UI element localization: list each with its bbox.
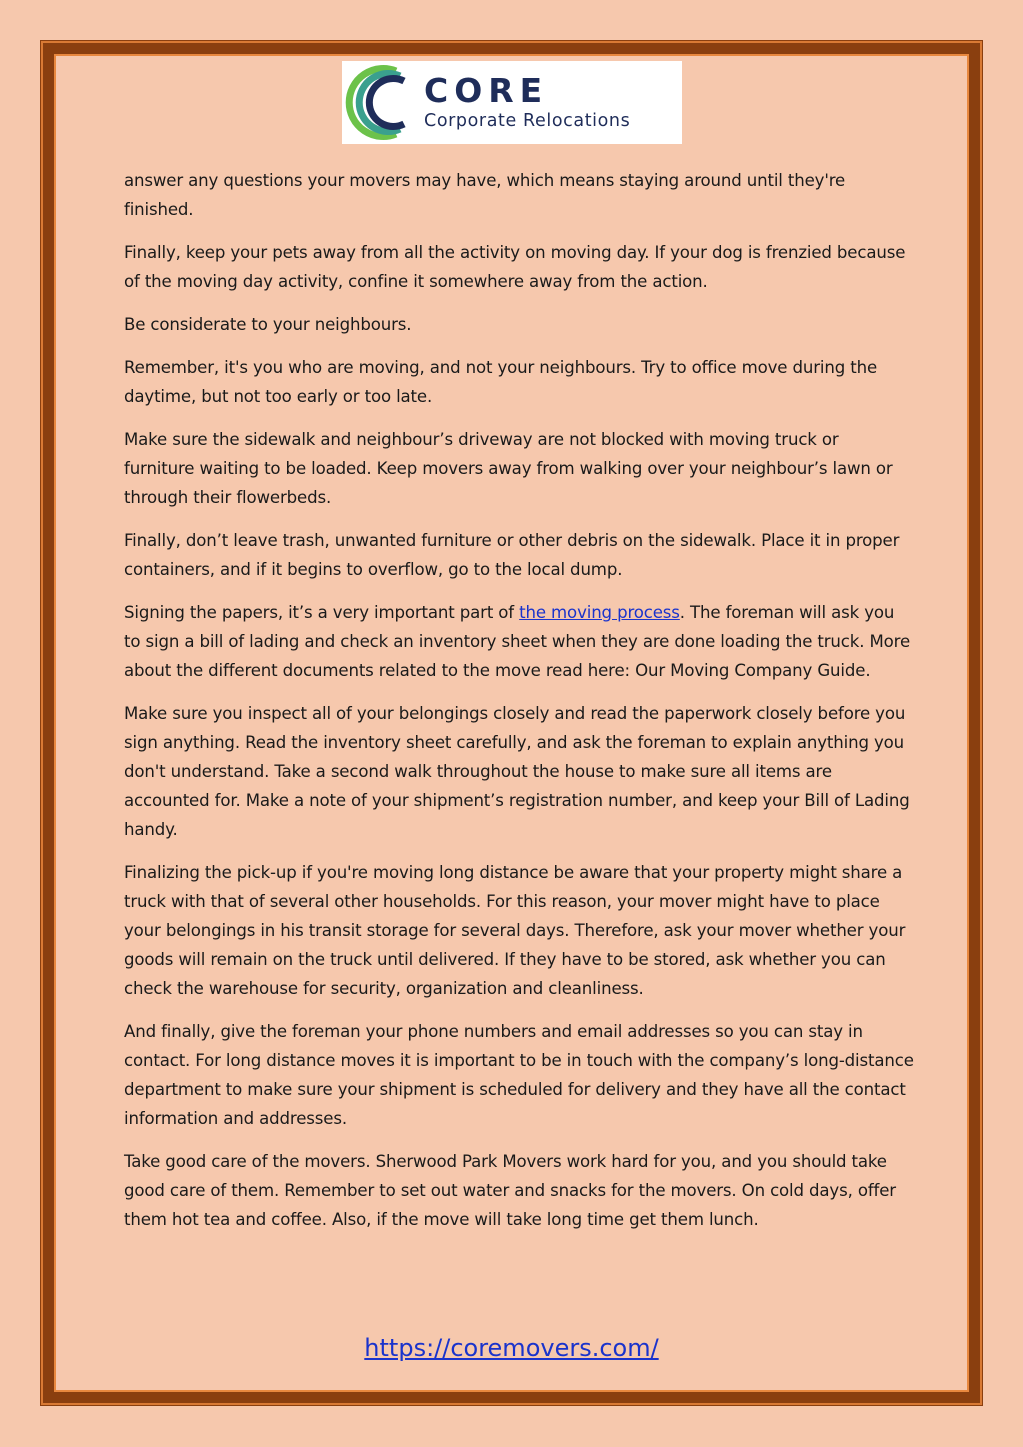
paragraph-text: . The foreman will ask you to sign a bill of lading and check an inventory sheet when they are done loading the truck. More about the different documents related to the move read here: Our Moving Company Guide. <box>124 603 911 680</box>
logo-name: CORE <box>424 71 549 110</box>
paragraph: And finally, give the foreman your phone numbers and email addresses so you can stay in contact. For long distance moves it is important to be in touch with the company’s long-distance department to make sure your shipment is scheduled for delivery and they have all the contact information and addresses. <box>124 1022 914 1128</box>
paragraph: Make sure you inspect all of your belongings closely and read the paperwork closely before you sign anything. Read the inventory sheet carefully, and ask the foreman to explain anything you don't understand. Take a second walk throughout the house to make sure all items are accounted for. Make a note of your shipment’s registration number, and keep your Bill of Lading handy. <box>124 704 910 839</box>
paragraph-with-link <box>124 598 914 685</box>
website-link[interactable]: https://coremovers.com/ <box>364 1334 659 1362</box>
paragraph: Make sure the sidewalk and neighbour’s driveway are not blocked with moving truck or furniture waiting to be loaded. Keep movers away from walking over your neighbour’s lawn or through their flowerbeds. <box>124 430 893 507</box>
paragraph-text: Signing the papers, it’s a very important part of <box>124 603 520 622</box>
paragraph: Be considerate to your neighbours. <box>124 315 412 334</box>
logo-tagline: Corporate Relocations <box>424 111 631 131</box>
company-logo <box>342 61 682 144</box>
article-body <box>124 166 914 1248</box>
paragraph: Finally, don’t leave trash, unwanted furniture or other debris on the sidewalk. Place it in proper containers, and if it begins to overflow, go to the local dump. <box>124 531 900 579</box>
paragraph: Finally, keep your pets away from all the activity on moving day. If your dog is frenzied because of the moving day activity, confine it somewhere away from the action. <box>124 243 906 291</box>
logo-text <box>424 73 630 132</box>
paragraph: answer any questions your movers may have, which means staying around until they're finished. <box>124 171 846 219</box>
paragraph: Take good care of the movers. Sherwood Park Movers work hard for you, and you should take good care of them. Remember to set out water and snacks for the movers. On cold days, offer them hot tea and coffee. Also, if the move will take long time get them lunch. <box>124 1152 896 1229</box>
core-logo-icon <box>344 61 422 144</box>
moving-process-link[interactable]: the moving process <box>519 603 680 622</box>
paragraph: Remember, it's you who are moving, and not your neighbours. Try to office move during the daytime, but not too early or too late. <box>124 358 878 406</box>
paragraph: Finalizing the pick-up if you're moving long distance be aware that your property might share a truck with that of several other households. For this reason, your mover might have to place your belongings in his transit storage for several days. Therefore, ask your mover whether your goods will remain on the truck until delivered. If they have to be stored, ask whether you can check the warehouse for security, organization and cleanliness. <box>124 863 906 998</box>
footer <box>0 1331 1023 1365</box>
